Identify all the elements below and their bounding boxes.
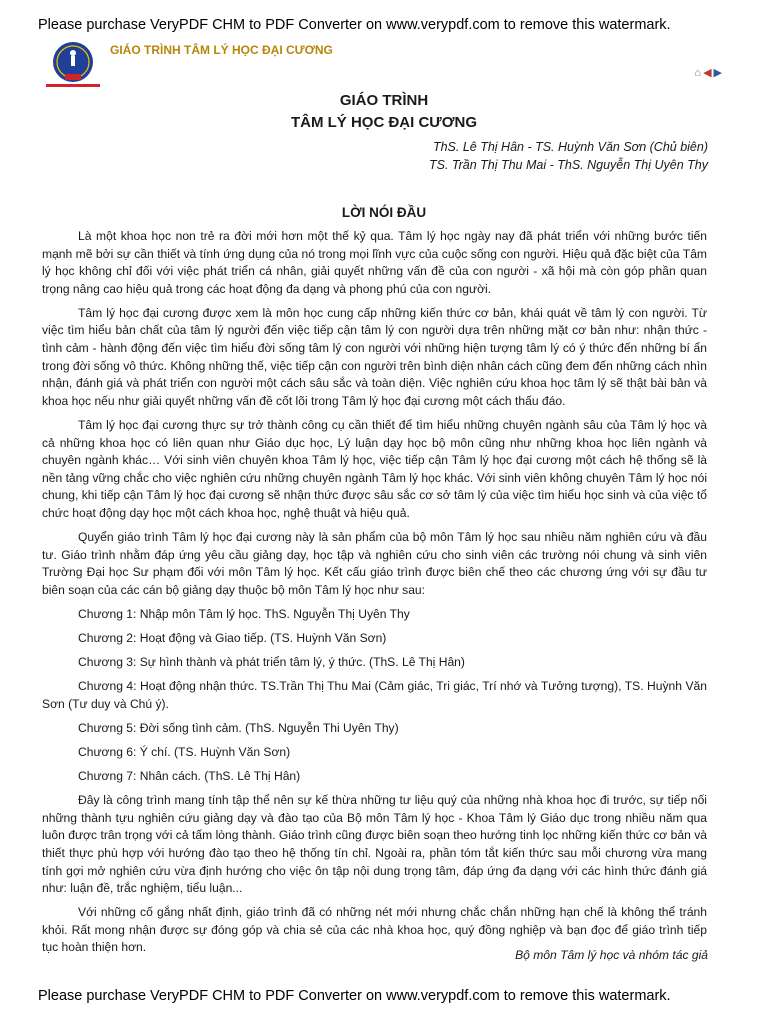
paragraph: Là một khoa học non trẻ ra đời mới hơn một thế kỷ qua. Tâm lý học ngày nay đã phát triển với những bước tiến mạnh mẽ bởi sự cần thiết và tính ứng dụng của nó trong mọi lĩnh vực của cuộc sống con người. Hiệu quả đặc biệt của Tâm lý học không chỉ đối với việc phát triển cá nhân, giải quyết những vấn đề của con người - xã hội mà còn góp phần quan trọng nâng cao hiệu quả trong các hoạt động đa dạng và phong phú của con người. [42, 229, 707, 296]
paragraph: Quyển giáo trình Tâm lý học đại cương này là sản phẩm của bộ môn Tâm lý học sau nhiều năm nghiên cứu và đầu tư. Giáo trình nhằm đáp ứng yêu cầu giảng dạy, học tập và nghiên cứu cho sinh viên các trường nói chung và sinh viên Trường Đại học Sư phạm đối với môn Tâm lý học. Kết cấu giáo trình được biên chế theo các chương ứng với sự đầu tư biên soạn của các cán bộ giảng dạy thuộc bộ môn Tâm lý học như sau: [42, 530, 707, 597]
running-title: GIÁO TRÌNH TÂM LÝ HỌC ĐẠI CƯƠNG [110, 43, 333, 57]
chapter-list-item: Chương 6: Ý chí. (TS. Huỳnh Văn Sơn) [78, 744, 291, 759]
paragraph: Với những cố gắng nhất định, giáo trình đã có những nét mới nhưng chắc chắn những hạn chế là không thể tránh khỏi. Rất mong nhận được sự đóng góp và chia sẻ của các nhà khoa học, quý đồng nghiệp và bạn đọc để giáo trình tiếp tục hoàn thiện hơn. [42, 905, 707, 955]
home-icon[interactable]: ⌂ [694, 67, 702, 79]
paragraph: Tâm lý học đại cương thực sự trở thành công cụ cần thiết để tìm hiểu những chuyên ngành sâu của Tâm lý học và cả những khoa học có liên quan như Giáo dục học, Lý luận dạy học bộ môn cũng như những khoa học liên ngành và chuyên ngành khác… Với sinh viên chuyên khoa Tâm lý học, việc tiếp cận Tâm lý học đại cương một cách hệ thống sẽ là nền tảng vững chắc cho việc nghiên cứu những chuyên ngành Tâm lý học khác. Với sinh viên không chuyên Tâm lý học nói chung, khi tiếp cận Tâm lý học đại cương sẽ nhận thức được sâu sắc cơ sở tâm lý của việc tìm hiểu học sinh và của việc tổ chức hoạt động dạy học một cách khoa học, nghệ thuật và hiệu quả. [42, 417, 707, 520]
paragraph: Tâm lý học đại cương được xem là môn học cung cấp những kiến thức cơ bản, khái quát về tâm lý con người. Từ việc tìm hiểu bản chất của tâm lý người đến việc tiếp cận tâm lý con người dựa trên những mặt cơ bản như: nhận thức - tình cảm - hành động đến việc tìm hiểu đời sống tâm lý con người với những hiện tượng tâm lý có ý thức đến những bí ẩn trong đời sống vô thức. Không những thế, việc tiếp cận con người trên bình diện nhân cách cũng đem đến những cách nhìn nhận, đánh giá và phát triển con người một cách sâu sắc và toàn diện. Việc nghiên cứu khoa học tâm lý sẽ thật bài bản và khoa học nếu như giải quyết những vấn đề cốt lõi trong Tâm lý học đại cương một cách thấu đáo. [42, 305, 707, 408]
university-logo [42, 40, 104, 92]
authors-line2: TS. Trần Thị Thu Mai - ThS. Nguyễn Thị Uyên Thy [428, 158, 708, 172]
page-navigation [694, 68, 722, 79]
chapter-list-item: Chương 7: Nhân cách. (ThS. Lê Thị Hân) [78, 769, 301, 784]
signature: Bộ môn Tâm lý học và nhóm tác giả [515, 948, 708, 962]
body-text [42, 228, 707, 963]
authors-line1: ThS. Lê Thị Hân - TS. Huỳnh Văn Sơn (Chủ biên) [432, 140, 708, 154]
chapter-list-item: Chương 1: Nhập môn Tâm lý học. ThS. Nguyễn Thị Uyên Thy [78, 606, 410, 621]
section-title: LỜI NÓI ĐẦU [341, 205, 427, 220]
paragraph: Đây là công trình mang tính tập thể nên sự kế thừa những tư liệu quý của những nhà khoa học đi trước, sự tiếp nối những thành tựu nghiên cứu giảng dạy và đào tạo của Bộ môn Tâm lý học - Khoa Tâm lý Giáo dục trong nhiều năm qua luôn được trân trọng với cả tấm lòng thành. Giáo trình cũng được biên soạn theo hướng tinh lọc những kiến thức cơ bản và thiết thực phù hợp với hướng đào tạo theo hệ thống tín chỉ. Ngoài ra, phần tóm tắt kiến thức sau mỗi chương vừa mang tính gợi mở nghiên cứu vừa định hướng cho việc ôn tập nội dung trọng tâm, đáp ứng đa dạng với các hình thức đánh giá như: luận đề, trắc nghiệm, tiểu luận... [42, 793, 707, 896]
book-title-line1: GIÁO TRÌNH [339, 92, 429, 109]
next-arrow-icon[interactable]: ▶ [713, 67, 722, 79]
chapter-list-item: Chương 4: Hoạt động nhận thức. TS.Trần Thị Thu Mai (Cảm giác, Tri giác, Trí nhớ và Tưởng tượng), TS. Huỳnh Văn Sơn (Tư duy và Chú ý). [42, 679, 707, 711]
watermark-bottom: Please purchase VeryPDF CHM to PDF Converter on www.verypdf.com to remove this watermark. [38, 988, 671, 1004]
watermark-top: Please purchase VeryPDF CHM to PDF Converter on www.verypdf.com to remove this watermark. [38, 17, 671, 33]
chapter-list-item: Chương 5: Đời sống tình cảm. (ThS. Nguyễn Thi Uyên Thy) [78, 720, 399, 735]
chapter-list-item: Chương 2: Hoạt động và Giao tiếp. (TS. Huỳnh Văn Sơn) [78, 630, 387, 645]
page-header [42, 40, 732, 92]
chapter-list-item: Chương 3: Sự hình thành và phát triển tâm lý, ý thức. (ThS. Lê Thị Hân) [78, 655, 465, 670]
book-title-line2: TÂM LÝ HỌC ĐẠI CƯƠNG [290, 114, 478, 131]
prev-arrow-icon[interactable]: ◀ [703, 67, 712, 79]
